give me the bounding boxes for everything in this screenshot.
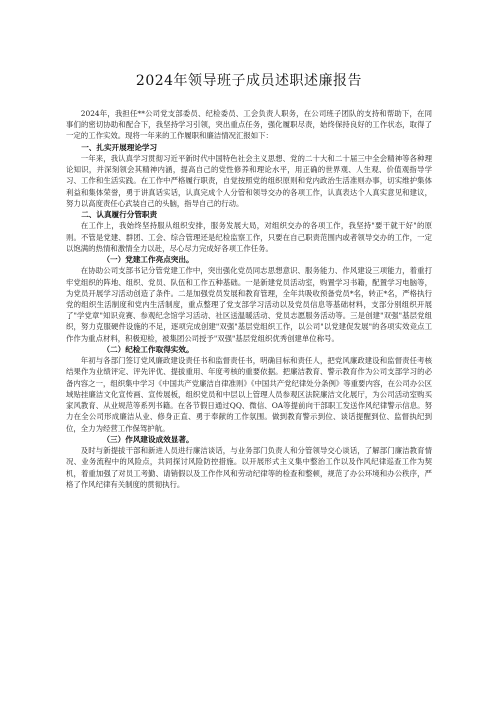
section-heading: 二、认真履行分管职责 bbox=[81, 210, 158, 220]
subsection-paragraph: 在协助公司支部书记分管党建工作中，突出强化党员同志思想意识、服务能力、作风建设三项能力，着重打牢党组织的阵地、组织、党员、队伍和工作五种基础。一是新建党员活动室，购置学习书籍，配置学习电脑等，为党员开展学习活动创造了条件。二是加强党员发展和教育管理，全年共吸收预备党员*名，转正*名，严格执行党的组织生活制度和党内生活制度，重点整理了党支部学习活动以及党员信息等基础材料，支部分别组织开展了"学党章"知识竞赛、参观纪念馆学习活动、社区送温暖活动、党员志愿服务活动等。三是创建"双强"基层党组织，努力克服硬件设施的不足，逐项完成创建"双强"基层党组织工作，以公司"以党建促发展"的各项实效竞点工作作为重点材料，积极迎检，被集团公司授予"双强"基层党组织优秀创建单位称号。 bbox=[66, 266, 432, 343]
subsection-heading: （二）纪检工作取得实效。 bbox=[102, 344, 194, 354]
subsection-paragraph: 年初与各部门签订党风廉政建设责任书和监督责任书，明确目标和责任人，把党风廉政建设和监督责任考核结果作为业绩评定、评先评优、提拔重用、年度考核的重要依据。把廉洁教育、警示教育作为公司支部学习的必备内容之一，组织集中学习《中国共产党廉洁自律准则》《中国共产党纪律处分条例》等重要内容，在公司办公区域贴挂廉洁文化宣传画、宣传展板，组织党员和中层以上管理人员参观区法院廉洁文化展厅，为公司活动室购买家风教育、从业规范等系列书籍。在各节假日通过QQ、微信、OA等提前向干部职工发送作风纪律警示信息。努力在全公司形成廉洁从业、修身正直、勇于奉献的工作氛围。做到教育警示到位、谈话提醒到位、监督执纪到位，全力为经营工作保驾护航。 bbox=[66, 356, 432, 433]
subsection-heading: （一）党建工作亮点突出。 bbox=[102, 255, 194, 265]
subsection-paragraph: 及时与新提拔干部和新进人员进行廉洁谈话，与业务部门负责人和分管领导交心谈话，了解部门廉洁教育情况、业务流程中的风险点，共同探讨风险防控措施。以开展形式主义集中整治工作以及作风纪律巡查工作为契机，着重加强了对员工考勤、请销假以及工作作风和劳动纪律等的检查和整顿，规范了办公环境和办公秩序，严格了作风纪律有关制度的贯彻执行。 bbox=[66, 446, 432, 489]
intro-paragraph: 2024年，我担任**公司党支部委员、纪检委员、工会负责人职务，在公司班子团队的支持和帮助下，在同事们的密切协助和配合下，我坚持学习引领，突出重点任务，强化履职尽责，始终保持良好的工作状态，取得了一定的工作实效。现将一年来的工作履职和廉洁情况汇报如下： bbox=[66, 109, 432, 141]
document-title: 2024年领导班子成员述职述廉报告 bbox=[135, 73, 363, 89]
section-heading: 一、扎实开展理论学习 bbox=[81, 142, 158, 152]
section-paragraph: 一年来，我认真学习贯彻习近平新时代中国特色社会主义思想、党的二十大和二十届三中全会精神等各种理论知识，并深刻领会其精神内涵，提高自己的党性修养和理论水平，用正确的世界观、人生观、价值观指导学习、工作和生活实践。在工作中严格履行职责，自觉按照党的组织原则和党内政治生活准则办事，切实维护集体利益和集体荣誉，勇于讲真话实话，认真完成个人分管和领导交办的各项工作，认真表达个人真实意见和建议，努力以高度责任心武装自己的头脑，指导自己的行动。 bbox=[66, 154, 432, 208]
document-body bbox=[66, 108, 432, 490]
subsection-heading: （三）作风建设成效显著。 bbox=[102, 434, 194, 444]
section-paragraph: 在工作上，我始终坚持服从组织安排，服务发展大局，对组织交办的各项工作，我坚持"要干就干好"的原则。不管是党建、群团、工会、综合管理还是纪检监察工作，只要在自己职责范围内或者领导交办的工作，一定以饱满的热情和激情全力以赴，尽心尽力完成好各项工作任务。 bbox=[66, 221, 432, 253]
